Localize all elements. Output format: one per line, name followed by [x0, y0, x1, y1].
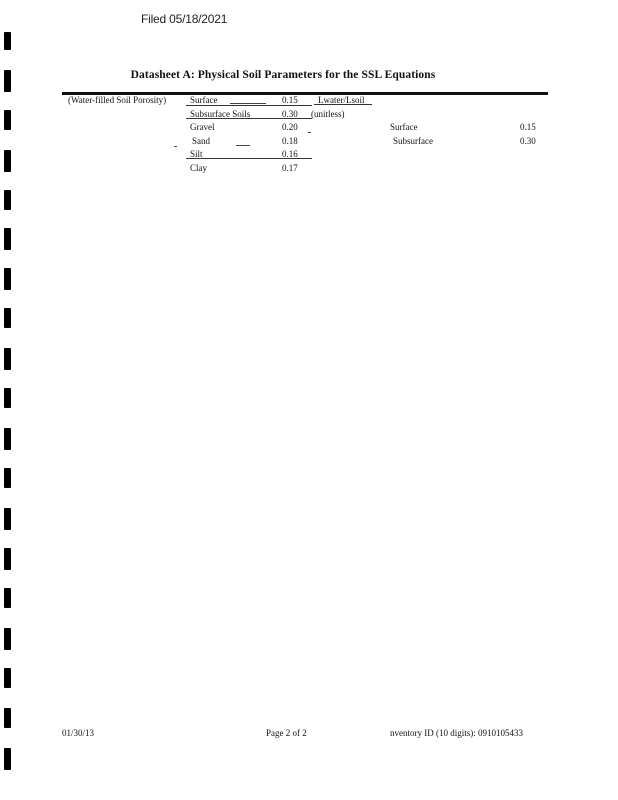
soil-value: 0.18	[282, 136, 298, 146]
row-rule	[186, 105, 312, 106]
unit-label: (unitless)	[311, 109, 345, 119]
footer-inventory: nventory ID (10 digits): 0910105433	[390, 728, 523, 738]
subtype-label: Surface	[390, 122, 418, 132]
subtype-value: 0.15	[520, 122, 536, 132]
subtype-label: Subsurface	[393, 136, 433, 146]
soil-value: 0.17	[282, 163, 298, 173]
scan-speck	[308, 132, 311, 133]
filed-stamp: Filed 05/18/2021	[141, 12, 228, 26]
soil-type: Clay	[190, 163, 207, 173]
soil-value: 0.30	[282, 109, 298, 119]
scan-speck	[236, 145, 250, 146]
scan-speck	[174, 146, 177, 147]
soil-type: Surface	[190, 95, 218, 105]
soil-type: Sand	[192, 136, 210, 146]
footer-date: 01/30/13	[62, 728, 95, 738]
unit-label: Lwater/Lsoil	[318, 95, 365, 105]
soil-value: 0.16	[282, 149, 298, 159]
parameter-label: (Water-filled Soil Porosity)	[68, 95, 167, 105]
datasheet-title: Datasheet A: Physical Soil Parameters for the SSL Equations	[130, 69, 436, 81]
soil-value: 0.15	[282, 95, 298, 105]
footer-page: Page 2 of 2	[266, 728, 307, 738]
soil-value: 0.20	[282, 122, 298, 132]
soil-type: Gravel	[190, 122, 215, 132]
scan-speck	[230, 103, 266, 104]
soil-type: Silt	[190, 149, 203, 159]
soil-type: Subsurface Soils	[190, 109, 251, 119]
subtype-value: 0.30	[520, 136, 536, 146]
